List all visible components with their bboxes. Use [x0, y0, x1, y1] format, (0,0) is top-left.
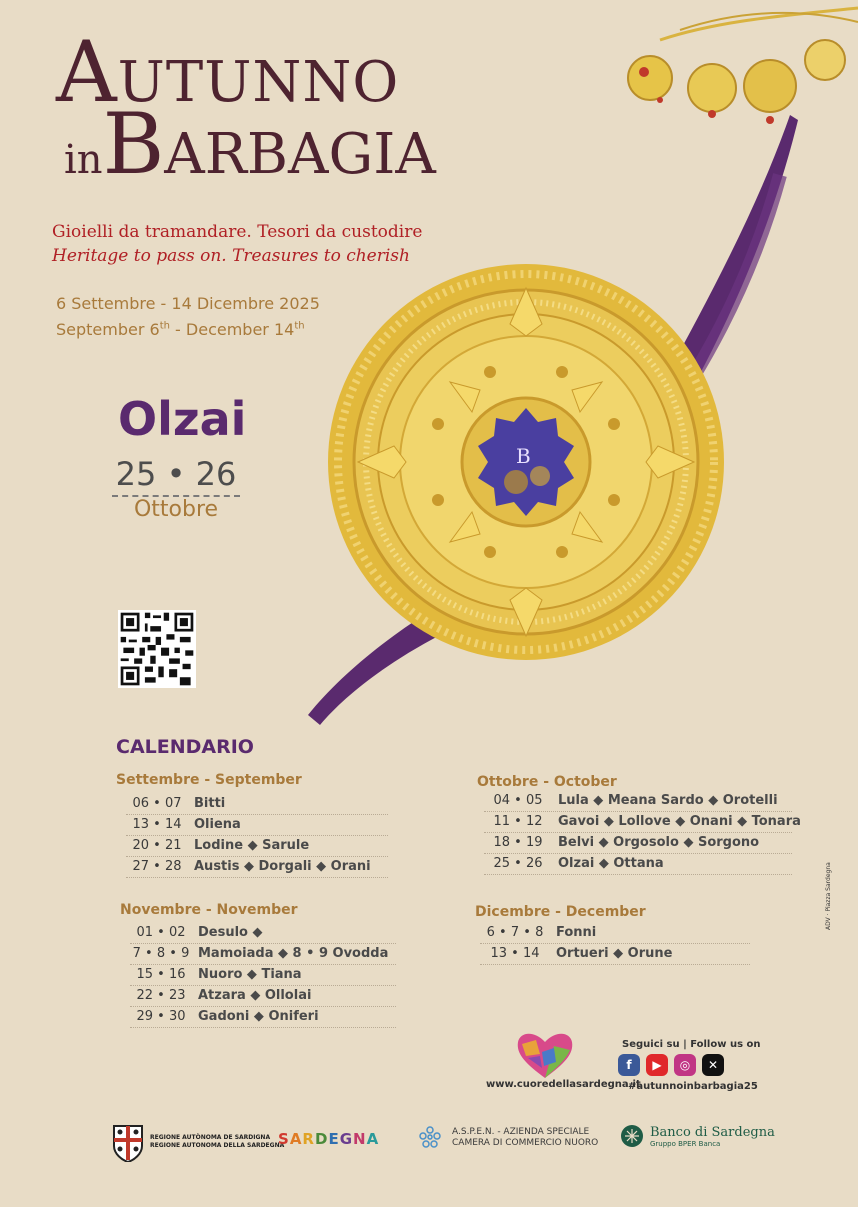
sardegna-letter: G	[339, 1130, 353, 1148]
calendar-towns: Mamoiada ◆ 8 • 9 Ovodda	[198, 946, 389, 961]
sardegna-letter: E	[328, 1130, 340, 1148]
calendar-row	[130, 964, 396, 986]
follow-us-label: Seguici su | Follow us on	[622, 1039, 761, 1050]
medallion-letter: B	[516, 444, 531, 468]
event-title-line1: AUTUNNO	[56, 23, 400, 121]
section-november: Novembre - November	[120, 902, 298, 918]
hashtag: #autunnoinbarbagia25	[628, 1081, 758, 1092]
dates-italian: 6 Settembre - 14 Dicembre 2025	[56, 294, 320, 313]
calendar-row	[130, 985, 396, 1007]
calendar-towns: Belvi ◆ Orgosolo ◆ Sorgono	[558, 835, 760, 850]
calendar-towns: Lodine ◆ Sarule	[194, 838, 310, 853]
website-link[interactable]: www.cuoredellasardegna.it	[486, 1079, 641, 1090]
banco-emblem-icon	[620, 1124, 644, 1148]
x-icon[interactable]: ✕	[702, 1054, 724, 1076]
dates-english: September 6th - December 14th	[56, 320, 305, 339]
calendar-date: 13 • 14	[490, 946, 540, 961]
instagram-icon[interactable]: ◎	[674, 1054, 696, 1076]
social-links	[618, 1054, 724, 1076]
calendar-row	[484, 832, 792, 854]
calendar-date: 13 • 14	[132, 817, 182, 832]
calendar-row	[480, 922, 750, 944]
location-name: Olzai	[118, 392, 247, 446]
sardegna-logo	[278, 1130, 379, 1148]
youtube-icon[interactable]: ▶	[646, 1054, 668, 1076]
calendar-date: 22 • 23	[136, 988, 186, 1003]
calendar-date: 25 • 26	[493, 856, 543, 871]
calendar-towns: Fonni	[556, 925, 597, 940]
calendar-title: CALENDARIO	[116, 736, 254, 758]
calendar-date: 15 • 16	[136, 967, 186, 982]
gold-jewel-ornament	[620, 0, 858, 130]
sardegna-letter: D	[314, 1130, 329, 1148]
section-october: Ottobre - October	[477, 774, 617, 790]
subtitle-english: Heritage to pass on. Treasures to cherish	[52, 246, 410, 266]
calendar-towns: Olzai ◆ Ottana	[558, 856, 664, 871]
sardegna-letter: R	[302, 1130, 315, 1148]
event-title-line2: inBARBAGIA	[64, 95, 436, 193]
facebook-icon[interactable]: f	[618, 1054, 640, 1076]
calendar-row	[126, 856, 388, 878]
calendar-row	[484, 811, 801, 833]
calendar-date: 20 • 21	[132, 838, 182, 853]
calendar-row	[480, 943, 750, 965]
calendar-date: 11 • 12	[493, 814, 543, 829]
calendar-date: 6 • 7 • 8	[486, 925, 544, 940]
calendar-row	[130, 1006, 396, 1028]
calendar-date: 27 • 28	[132, 859, 182, 874]
aspen-logo: A.S.P.E.N. - AZIENDA SPECIALE CAMERA DI COMMERCIO NUORO	[416, 1124, 598, 1152]
calendar-row	[126, 793, 388, 815]
sardegna-letter: A	[289, 1130, 303, 1148]
calendar-date: 18 • 19	[493, 835, 543, 850]
calendar-towns: Oliena	[194, 817, 241, 832]
calendar-towns: Austis ◆ Dorgali ◆ Orani	[194, 859, 371, 874]
sardegna-letter: S	[278, 1130, 290, 1148]
region-crest-icon	[112, 1122, 144, 1162]
calendar-row	[126, 814, 388, 836]
calendar-towns: Nuoro ◆ Tiana	[198, 967, 302, 982]
calendar-date: 7 • 8 • 9	[132, 946, 190, 961]
calendar-towns: Ortueri ◆ Orune	[556, 946, 673, 961]
calendar-row	[130, 943, 396, 965]
subtitle-italian: Gioielli da tramandare. Tesori da custodire	[52, 222, 423, 242]
location-dates: 25 • 26	[112, 455, 240, 497]
calendar-date: 06 • 07	[132, 796, 182, 811]
calendar-date: 29 • 30	[136, 1009, 186, 1024]
calendar-row	[484, 853, 792, 875]
calendar-towns: Atzara ◆ Ollolai	[198, 988, 312, 1003]
adv-credit: ADV · Piazza Sardegna	[825, 862, 832, 930]
qr-code[interactable]	[118, 610, 196, 688]
section-september: Settembre - September	[116, 772, 302, 788]
location-month: Ottobre	[133, 497, 219, 522]
heart-mosaic-logo	[514, 1030, 576, 1080]
region-logo: REGIONE AUTÒNOMA DE SARDIGNA REGIONE AUTONOMA DELLA SARDEGNA	[112, 1122, 284, 1162]
calendar-towns: Gavoi ◆ Lollove ◆ Onani ◆ Tonara	[558, 814, 801, 829]
aspen-dots-icon	[416, 1124, 444, 1152]
section-december: Dicembre - December	[475, 904, 646, 920]
sardegna-letter: N	[353, 1130, 367, 1148]
calendar-towns: Desulo ◆	[198, 925, 263, 940]
banco-di-sardegna-logo: Banco di Sardegna Gruppo BPER Banca	[620, 1124, 775, 1148]
sardegna-letter: A	[366, 1130, 380, 1148]
calendar-towns: Gadoni ◆ Oniferi	[198, 1009, 319, 1024]
calendar-row	[130, 922, 396, 944]
calendar-date: 04 • 05	[493, 793, 543, 808]
calendar-towns: Lula ◆ Meana Sardo ◆ Orotelli	[558, 793, 778, 808]
calendar-row	[484, 790, 792, 812]
calendar-date: 01 • 02	[136, 925, 186, 940]
calendar-row	[126, 835, 388, 857]
calendar-towns: Bitti	[194, 796, 226, 811]
